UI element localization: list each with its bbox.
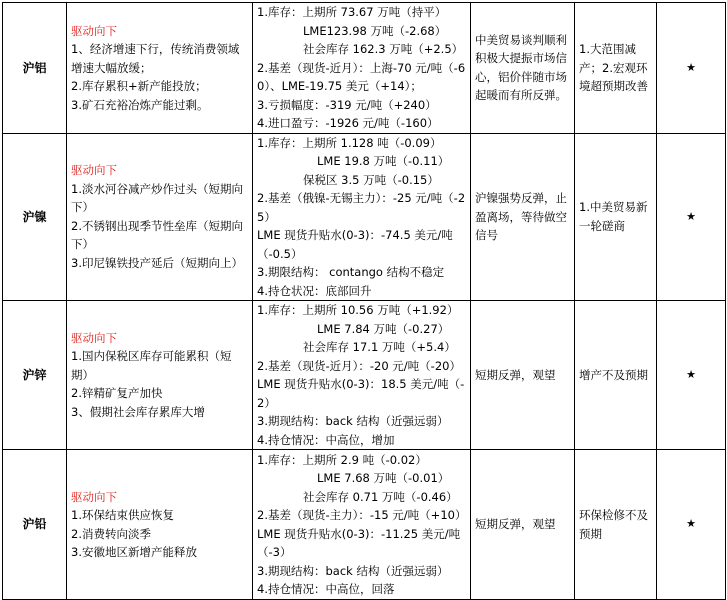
risk-cell: 环保检修不及预期 [575,450,657,600]
strategy-cell: 短期反弹，观望 [471,301,575,450]
data-line: 社会库存 162.3 万吨（+2.5） [303,42,464,56]
data-line: 1.库存：上期所 73.67 万吨（持平） [257,5,447,19]
data-line: 3.亏损幅度：-319 元/吨（+240） [257,97,437,112]
table-row [3,450,726,600]
data-line: 社会库存 17.1 万吨（+5.4） [303,340,456,354]
data-line: 1.库存：上期所 2.9 吨（-0.02） [257,452,427,467]
driver-item: 2.不锈钢出现季节性垒库（短期向下） [71,218,243,252]
star-icon: ★ [657,301,726,450]
risk-cell: 增产不及预期 [575,301,657,450]
metals-analysis-table [2,2,726,600]
data-line: 4.进口盈亏：-1926 元/吨（-160） [257,116,439,130]
driver-item: 3.印尼镍铁投产延后（短期向上） [71,255,243,270]
strategy-cell: 中美贸易谈判顺利积极大提振市场信心，铝价伴随市场起暖而有所反弹。 [471,3,575,134]
data-line: LME 现货升贴水(0-3)：-74.5 美元/吨（-0.5） [257,228,453,261]
driver-item: 1.国内保税区库存可能累积（短期） [71,349,232,382]
data-line: 1.库存：上期所 1.128 吨（-0.09） [257,135,442,150]
driver-item: 3.矿石充裕冶炼产能过剩。 [71,97,209,112]
strategy-cell: 短期反弹，观望 [471,450,575,600]
data-line: LME 19.8 万吨（-0.11） [317,154,450,168]
data-cell [253,133,471,301]
drivers-cell [67,450,253,600]
data-line: 保税区 3.5 万吨（-0.15） [303,172,439,187]
driver-item: 3、假期社会库存累库大增 [71,404,205,419]
data-line: 2.基差（现货-近月）：-20 元/吨（-20） [257,358,461,373]
data-line: 4.持仓状况：底部回升 [257,283,372,298]
drivers-cell [67,301,253,450]
data-line: LME 7.68 万吨（-0.01） [317,471,450,485]
risk-cell: 1.中美贸易新一轮磋商 [575,133,657,301]
strategy-cell: 沪镍强势反弹，止盈离场，等待做空信号 [471,133,575,301]
driver-title: 驱动向下 [71,330,117,345]
metal-name: 沪铅 [3,450,67,600]
table-row [3,133,726,301]
metal-name: 沪镍 [3,133,67,301]
data-line: LME 7.84 万吨（-0.27） [317,321,450,336]
data-line: 2.基差（俄镍-无锡主力）：-25 元/吨（-25） [257,191,466,224]
star-icon: ★ [657,133,726,301]
data-line: LME 现货升贴水(0-3)：-11.25 美元/吨（-3） [257,526,461,559]
driver-item: 2.库存累积+新产能投放； [71,79,207,93]
drivers-cell [67,133,253,301]
data-line: LME 现货升贴水(0-3)：18.5 美元/吨（-2） [257,377,465,410]
data-cell [253,301,471,450]
data-line: 4.持仓情况：中高位，增加 [257,432,395,447]
driver-item: 1.环保结束供应恢复 [71,508,174,522]
table-row [3,301,726,450]
data-cell [253,3,471,134]
star-icon: ★ [657,450,726,600]
data-line: 2.基差（现货-近月）：上海-70 元/吨（-60）、LME-19.75 美元（+14）； [257,60,466,93]
data-line: 社会库存 0.71 万吨（-0.46） [303,489,458,504]
driver-item: 1.淡水河谷减产炒作过头（短期向下） [71,181,243,215]
driver-title: 驱动向下 [71,23,117,38]
data-cell [253,450,471,600]
metal-name: 沪锌 [3,301,67,450]
data-line: 3.期限结构： contango 结构不稳定 [257,265,445,279]
data-line: 1.库存：上期所 10.56 万吨（+1.92） [257,303,459,317]
driver-title: 驱动向下 [71,489,117,504]
driver-title: 驱动向下 [71,163,117,178]
data-line: 3.期现结构：back 结构（近强远弱） [257,414,449,428]
data-line: 3.期现结构：back 结构（近强远弱） [257,563,449,578]
drivers-cell [67,3,253,134]
data-line: LME123.98 万吨（-2.68） [303,23,447,38]
data-line: 4.持仓情况：中高位，回落 [257,582,395,596]
driver-item: 2.锌精矿复产加快 [71,386,163,401]
metal-name: 沪铝 [3,3,67,134]
driver-item: 1、经济增速下行，传统消费领域增速大幅放缓； [71,42,240,75]
driver-item: 2.消费转向淡季 [71,526,151,541]
star-icon: ★ [657,3,726,134]
table-row [3,3,726,134]
risk-cell: 1.大范围减产；2.宏观环境超预期改善 [575,3,657,134]
data-line: 2.基差（现货-主力）：-15 元/吨（+10） [257,508,467,522]
driver-item: 3.安徽地区新增产能释放 [71,545,197,559]
